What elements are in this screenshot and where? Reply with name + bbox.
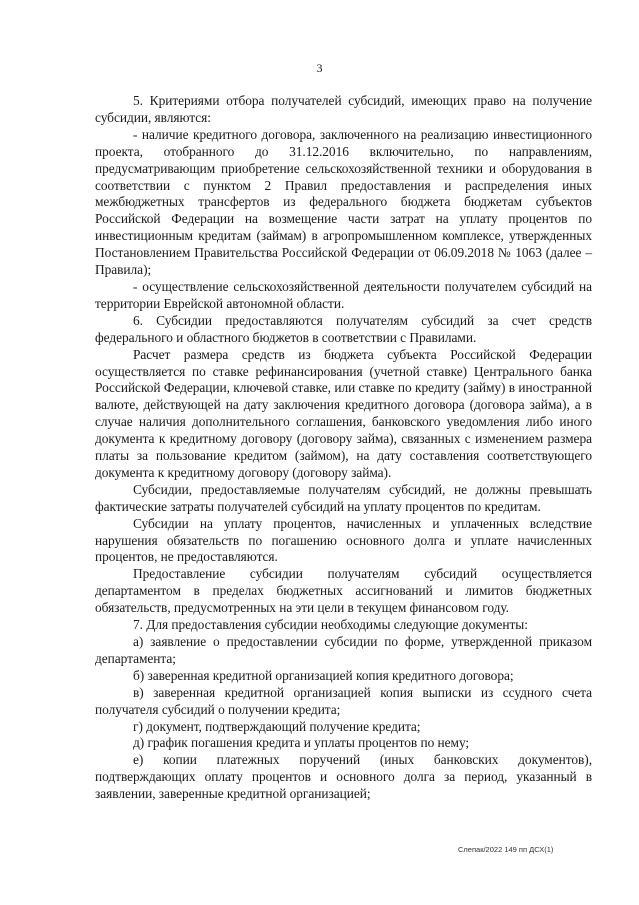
criteria-item-agricultural-activity: - осуществление сельскохозяйственной деятельности получателем субсидий на территории Еврейской автономной области. — [95, 278, 592, 311]
footer-reference: Слепак/2022 149 пп ДСХ(1) — [458, 845, 554, 854]
paragraph-limit: Субсидии, предоставляемые получателям субсидий, не должны превышать фактические затраты получателей субсидий на уплату процентов по кредитам. — [95, 481, 592, 514]
document-body — [95, 93, 592, 803]
document-item-g: г) документ, подтверждающий получение кредита; — [133, 718, 421, 734]
paragraph-penalty-interest: Субсидии на уплату процентов, начисленных и уплаченных вследствие нарушения обязательств по погашению основного долга и уплате начисленных процентов, не предоставляются. — [95, 515, 592, 565]
document-item-e: е) копии платежных поручений (иных банковских документов), подтверждающих оплату процентов и основного долга за период, указанный в заявлении, заверенные кредитной организацией; — [95, 752, 592, 802]
criteria-item-credit-agreement: - наличие кредитного договора, заключенного на реализацию инвестиционного проекта, отобранного до 31.12.2016 включительно, по направлениям, предусматривающим приобретение сельскохозяйственной техники и оборудования в соответствии с пунктом 2 Правил предоставления и распределения иных межбюджетных трансфертов из федерального бюджета бюджетам субъектов Российской Федерации на возмещение части затрат на уплату процентов по инвестиционным кредитам (займам) в агропромышленном комплексе, утвержденных Постановлением Правительства Российской Федерации от 06.09.2018 № 1063 (далее – Правила); — [95, 126, 592, 278]
paragraph-6-subsidies: 6. Субсидии предоставляются получателям субсидий за счет средств федерального и областного бюджетов в соответствии с Правилами. — [95, 312, 592, 345]
paragraph-calculation: Расчет размера средств из бюджета субъекта Российской Федерации осуществляется по ставке рефинансирования (учетной ставке) Центрального банка Российской Федерации, ключевой ставке, или ставке по кредиту (займу) в иностранной валюте, действующей на дату заключения кредитного договора (договора займа), а в случае наличия дополнительного соглашения, банковского уведомления либо иного документа к кредитному договору (договору займа), связанных с изменением размера платы за пользование кредитом (займом), на дату составления соответствующего документа к кредитному договору (договору займа). — [95, 346, 592, 480]
page-number: 3 — [316, 61, 323, 75]
document-item-a: а) заявление о предоставлении субсидии по форме, утвержденной приказом департамента; — [95, 634, 592, 666]
paragraph-provision: Предоставление субсидии получателям субсидий осуществляется департаментом в пределах бюджетных ассигнований и лимитов бюджетных обязательств, предусмотренных на эти цели в текущем финансовом году. — [95, 566, 592, 616]
document-item-v: в) заверенная кредитной организацией копия выписки из ссудного счета получателя субсидий о получении кредита; — [95, 684, 592, 717]
paragraph-7-documents: 7. Для предоставления субсидии необходимы следующие документы: — [133, 617, 528, 633]
document-item-b: б) заверенная кредитной организацией копия кредитного договора; — [133, 667, 514, 683]
paragraph-5-criteria: 5. Критериями отбора получателей субсидий, имеющих право на получение субсидии, являются: — [95, 93, 592, 125]
document-item-d: д) график погашения кредита и уплаты процентов по нему; — [133, 735, 470, 751]
